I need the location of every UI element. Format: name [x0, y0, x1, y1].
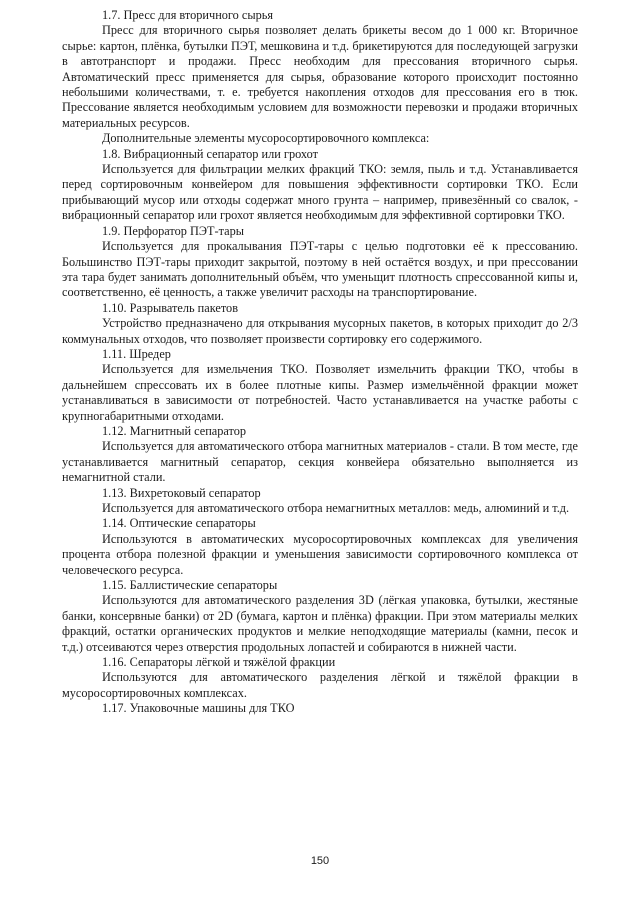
section-heading: 1.9. Перфоратор ПЭТ-тары	[102, 223, 244, 238]
section-heading: 1.11. Шредер	[102, 346, 171, 361]
body-paragraph: Используется для фильтрации мелких фракций ТКО: земля, пыль и т.д. Устанавливается перед сортировочным конвейером для повышения эффективности сортировки ТКО. Если прибывающий мусор или отходы содержат много грунта – например, привезённый со свалок, - вибрационный сепаратор или грохот является необходимым для эффективной сортировки ТКО.	[62, 162, 578, 223]
page-body	[62, 8, 578, 717]
section-heading: 1.15. Баллистические сепараторы	[102, 578, 278, 593]
section-heading: 1.13. Вихретоковый сепаратор	[102, 485, 261, 500]
section-heading: Дополнительные элементы мусоросортировочного комплекса:	[102, 131, 430, 146]
body-paragraph: Используются в автоматических мусоросортировочных комплексах для увеличения процента отбора полезной фракции и уменьшения зависимости сортировочного комплекса от человеческого ресурса.	[62, 531, 578, 577]
body-paragraph: Пресс для вторичного сырья позволяет делать брикеты весом до 1 000 кг. Вторичное сырье: картон, плёнка, бутылки ПЭТ, мешковина и т.д. брикетируются для последующей загрузки в автотранспорт и продажи. Пресс необходим для прессования вторичного сырья. Автоматический пресс применяется для сырья, образование которого происходит постоянно небольшими количествами, т. е. требуется накопления отходов для прессования его в тюк. Прессование является необходимым условием для возможности перевозки и продажи вторичных материальных ресурсов.	[62, 23, 578, 130]
section-heading: 1.16. Сепараторы лёгкой и тяжёлой фракции	[102, 655, 336, 670]
body-paragraph: Используется для автоматического отбора магнитных материалов - стали. В том месте, где устанавливается магнитный сепаратор, секция конвейера обязательно выполняется из немагнитной стали.	[62, 439, 578, 485]
body-paragraph: Используется для измельчения ТКО. Позволяет измельчить фракции ТКО, чтобы в дальнейшем спрессовать их в более плотные кипы. Размер измельчённой фракции может устанавливаться в зависимости от потребностей. Часто устанавливается на участке работы с крупногабаритными отходами.	[62, 362, 578, 423]
section-heading: 1.17. Упаковочные машины для ТКО	[102, 701, 295, 716]
section-heading: 1.7. Пресс для вторичного сырья	[102, 8, 274, 22]
body-paragraph: Используется для автоматического отбора немагнитных металлов: медь, алюминий и т.д.	[102, 501, 570, 515]
section-heading: 1.8. Вибрационный сепаратор или грохот	[102, 146, 318, 161]
page-number: 150	[310, 855, 330, 867]
section-heading: 1.10. Разрыватель пакетов	[102, 300, 238, 315]
body-paragraph: Устройство предназначено для открывания мусорных пакетов, в которых приходит до 2/3 коммунальных отходов, что позволяет произвести сортировку его содержимого.	[62, 316, 578, 346]
section-heading: 1.14. Оптические сепараторы	[102, 516, 256, 531]
body-paragraph: Используются для автоматического разделения лёгкой и тяжёлой фракции в мусоросортировочных комплексах.	[62, 670, 578, 700]
section-heading: 1.12. Магнитный сепаратор	[102, 423, 247, 438]
body-paragraph: Используется для прокалывания ПЭТ-тары с целью подготовки её к прессованию. Большинство ПЭТ-тары приходит закрытой, поэтому в ней остаётся воздух, и при прессовании эта тара будет занимать дополнительный объём, что уменьщит плотность спрессованной кипы и, соответственно, её ценность, а также увеличит расходы на транспортирование.	[62, 239, 578, 300]
body-paragraph: Используются для автоматического разделения 3D (лёгкая упаковка, бутылки, жестяные банки, консервные банки) от 2D (бумага, картон и плёнка) фракции. При этом материалы мелких фракций, остатки органических продуктов и мелкие неподходящие материалы (камни, песок и т.д.) отсеиваются через отверстия продольных лопастей и собираются в нижней части.	[62, 593, 578, 654]
